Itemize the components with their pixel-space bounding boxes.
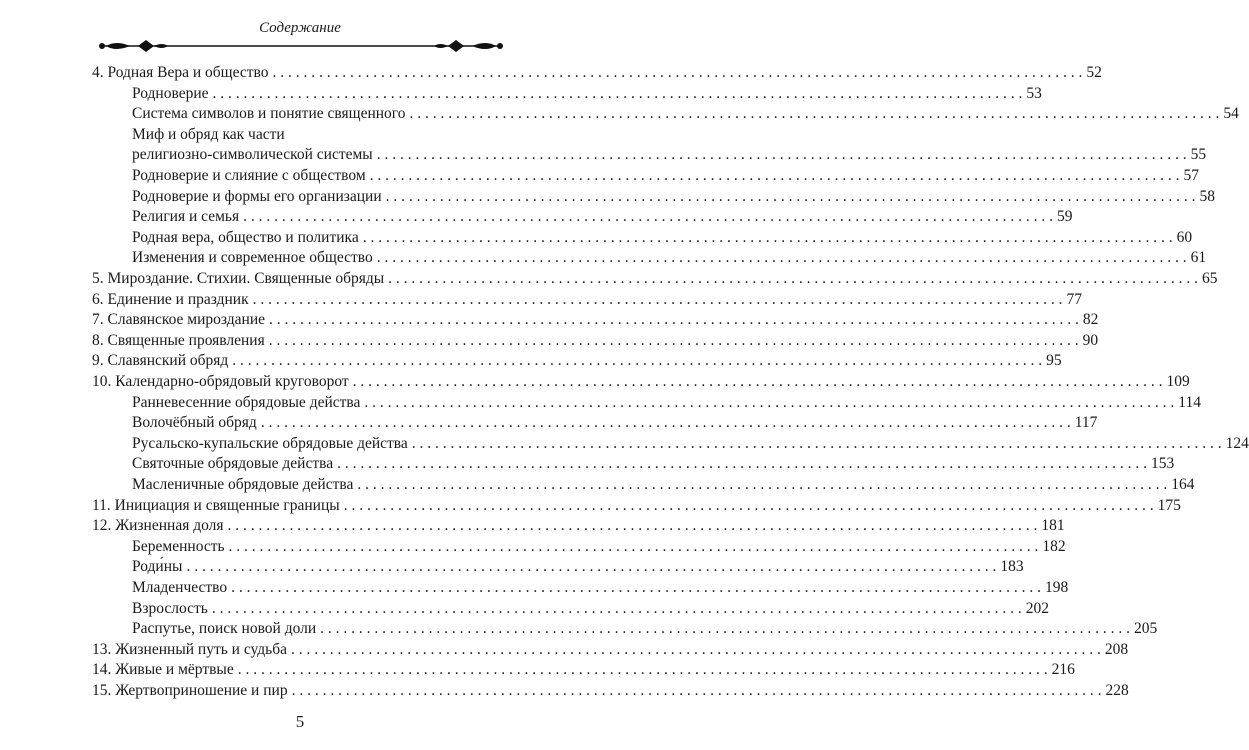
toc-entry-title: Распутье, поиск новой доли xyxy=(132,620,317,638)
toc-entry-leader-dots xyxy=(410,103,1220,124)
toc-entry xyxy=(92,371,1190,392)
toc-entry-leader-dots xyxy=(386,186,1196,207)
toc-entry-page-number: 216 xyxy=(1051,661,1075,679)
toc-entry xyxy=(132,536,1066,557)
toc-entry-title: Младенчество xyxy=(132,579,228,596)
toc-entry-title: Святочные обрядовые действа xyxy=(132,455,334,473)
toc-entry xyxy=(132,124,498,145)
toc-entry-title: 6. Единение и праздник xyxy=(92,290,249,308)
toc-entry xyxy=(132,618,1158,639)
toc-entry-page-number: 53 xyxy=(1026,84,1042,102)
toc-entry-page-number: 65 xyxy=(1202,270,1218,287)
toc-entry-leader-dots xyxy=(357,474,1167,495)
toc-entry-page-number: 59 xyxy=(1056,208,1073,226)
toc-entry xyxy=(132,186,1216,207)
toc-entry xyxy=(132,556,1024,577)
toc-entry xyxy=(92,495,1181,516)
toc-entry-title: Миф и обряд как части xyxy=(132,125,285,143)
toc-entry-title: 15. Жертвоприношение и пир xyxy=(92,682,288,699)
toc-entry-page-number: 175 xyxy=(1157,496,1181,514)
toc-entry xyxy=(132,474,1195,495)
toc-entry-title: Родноверие и слияние с обществом xyxy=(132,167,366,184)
toc-entry-title: 5. Мироздание. Стихии. Священные обряды xyxy=(92,270,385,287)
toc-entry-leader-dots xyxy=(243,206,1053,227)
toc-entry-leader-dots xyxy=(253,289,1063,310)
toc-entry-title: Ранневесенние обрядовые действа xyxy=(132,393,361,411)
toc-entry-leader-dots xyxy=(353,371,1163,392)
toc-entry xyxy=(132,165,1200,186)
toc-entry xyxy=(132,433,1249,454)
toc-entry-leader-dots xyxy=(337,453,1147,474)
toc-entry-title: Родноверие и формы его организации xyxy=(132,187,382,205)
toc-entry xyxy=(132,144,1207,165)
toc-entry-title: Родноверие xyxy=(132,84,209,102)
toc-entry-leader-dots xyxy=(269,309,1079,330)
toc-entry-leader-dots xyxy=(388,268,1198,289)
header-ornament-divider xyxy=(96,36,506,56)
toc-entry-page-number: 58 xyxy=(1199,187,1216,205)
toc-entry-title: Беременность xyxy=(132,537,225,555)
toc-entry-leader-dots xyxy=(320,618,1130,639)
toc-entry-leader-dots xyxy=(232,350,1042,371)
toc-entry-page-number: 54 xyxy=(1223,105,1239,123)
toc-entry-page-number: 124 xyxy=(1225,434,1249,452)
toc-entry-leader-dots xyxy=(231,577,1041,598)
toc-entry-leader-dots xyxy=(212,598,1022,619)
toc-entry-page-number: 90 xyxy=(1082,331,1099,349)
toc-entry-page-number: 61 xyxy=(1190,249,1207,267)
toc-entry-page-number: 77 xyxy=(1066,290,1082,308)
toc-entry xyxy=(92,309,1099,330)
toc-entry xyxy=(132,412,1098,433)
toc-entry-title: Религия и семья xyxy=(132,208,240,226)
toc-entry xyxy=(132,598,1049,619)
toc-entry xyxy=(92,515,1065,536)
toc-entry-page-number: 182 xyxy=(1042,537,1066,555)
toc-entry-leader-dots xyxy=(261,412,1071,433)
toc-entry-page-number: 164 xyxy=(1171,476,1195,493)
toc-entry-page-number: 52 xyxy=(1086,64,1102,81)
toc-entry-leader-dots xyxy=(370,165,1180,186)
toc-entry-leader-dots xyxy=(186,556,996,577)
toc-entry-title: Система символов и понятие священного xyxy=(132,105,406,123)
toc-entry-page-number: 109 xyxy=(1166,373,1190,390)
toc-entry-title: 13. Жизненный путь и судьба xyxy=(92,640,288,658)
page-header-title: Содержание xyxy=(259,20,341,36)
toc-entry-title: Масленичные обрядовые действа xyxy=(132,476,354,493)
toc-entry-leader-dots xyxy=(412,433,1222,454)
toc-entry-page-number: 114 xyxy=(1178,393,1201,411)
toc-entry-page-number: 95 xyxy=(1046,352,1062,370)
toc-entry-title: 8. Священные проявления xyxy=(92,331,265,349)
toc-entry-page-number: 208 xyxy=(1104,640,1129,658)
toc-entry-title: 14. Живые и мёртвые xyxy=(92,661,234,679)
toc-entry-title: Волочёбный обряд xyxy=(132,414,257,432)
toc-entry-page-number: 228 xyxy=(1105,682,1129,699)
toc-entry xyxy=(92,680,1129,701)
toc-entry-page-number: 60 xyxy=(1176,228,1193,246)
toc-entry xyxy=(92,268,1218,289)
toc-entry-leader-dots xyxy=(213,83,1023,104)
toc-entry-page-number: 183 xyxy=(1000,558,1024,576)
page-number: 5 xyxy=(295,712,305,731)
toc-entry-leader-dots xyxy=(238,659,1048,680)
toc-entry xyxy=(132,103,1239,124)
toc-entry xyxy=(92,659,1075,680)
toc-entry-page-number: 202 xyxy=(1025,599,1049,617)
toc-entry-leader-dots xyxy=(363,227,1173,248)
toc-entry-title: религиозно-символической системы xyxy=(132,146,373,164)
toc-entry xyxy=(132,83,1042,104)
toc-entry-title: Родная вера, общество и политика xyxy=(132,228,359,246)
toc-entry-page-number: 117 xyxy=(1074,414,1098,432)
toc-entry-page-number: 55 xyxy=(1190,146,1207,164)
toc-entry xyxy=(132,206,1073,227)
toc-entry xyxy=(132,227,1193,248)
toc-entry-leader-dots xyxy=(377,144,1187,165)
toc-entry-leader-dots xyxy=(272,62,1082,83)
toc-entry-page-number: 82 xyxy=(1082,311,1099,329)
toc-entry-leader-dots xyxy=(377,247,1187,268)
toc-entry-title: 11. Инициация и священные границы xyxy=(92,496,340,514)
toc-entry-page-number: 181 xyxy=(1041,517,1065,535)
toc-entry-leader-dots xyxy=(269,330,1079,351)
toc-entry-title: 4. Родная Вера и общество xyxy=(92,64,269,81)
toc-entry-title: 10. Календарно-обрядовый круговорот xyxy=(92,373,349,390)
toc-entry-title: Русальско-купальские обрядовые действа xyxy=(132,434,408,452)
toc-entry xyxy=(132,453,1175,474)
toc-entry-title: Взрослость xyxy=(132,599,208,617)
toc-entry xyxy=(132,392,1201,413)
toc-entry xyxy=(92,330,1099,351)
toc-entry-page-number: 205 xyxy=(1134,620,1158,638)
toc-entry-title: 7. Славянское мироздание xyxy=(92,311,265,329)
toc-entry-leader-dots xyxy=(344,495,1154,516)
toc-entry-leader-dots xyxy=(364,392,1174,413)
toc-entry xyxy=(132,577,1069,598)
toc-entry-leader-dots xyxy=(291,639,1101,660)
toc-entry-title: 12. Жизненная доля xyxy=(92,517,224,535)
toc-entry-title: Изменения и современное общество xyxy=(132,249,373,267)
toc-entry-leader-dots xyxy=(228,515,1038,536)
toc-entry xyxy=(92,62,1102,83)
toc-entry-leader-dots xyxy=(229,536,1039,557)
toc-entry-page-number: 198 xyxy=(1045,579,1069,596)
toc-entry-title: Роди́ны xyxy=(132,558,183,576)
toc-entry-title: 9. Славянский обряд xyxy=(92,352,229,370)
toc-entry-page-number: 153 xyxy=(1150,455,1175,473)
toc-entry xyxy=(92,350,1062,371)
toc-entry-leader-dots xyxy=(292,680,1102,701)
toc-entry xyxy=(92,289,1082,310)
toc-entry xyxy=(132,247,1207,268)
toc-entry-page-number: 57 xyxy=(1183,167,1200,184)
toc-entry xyxy=(92,639,1129,660)
